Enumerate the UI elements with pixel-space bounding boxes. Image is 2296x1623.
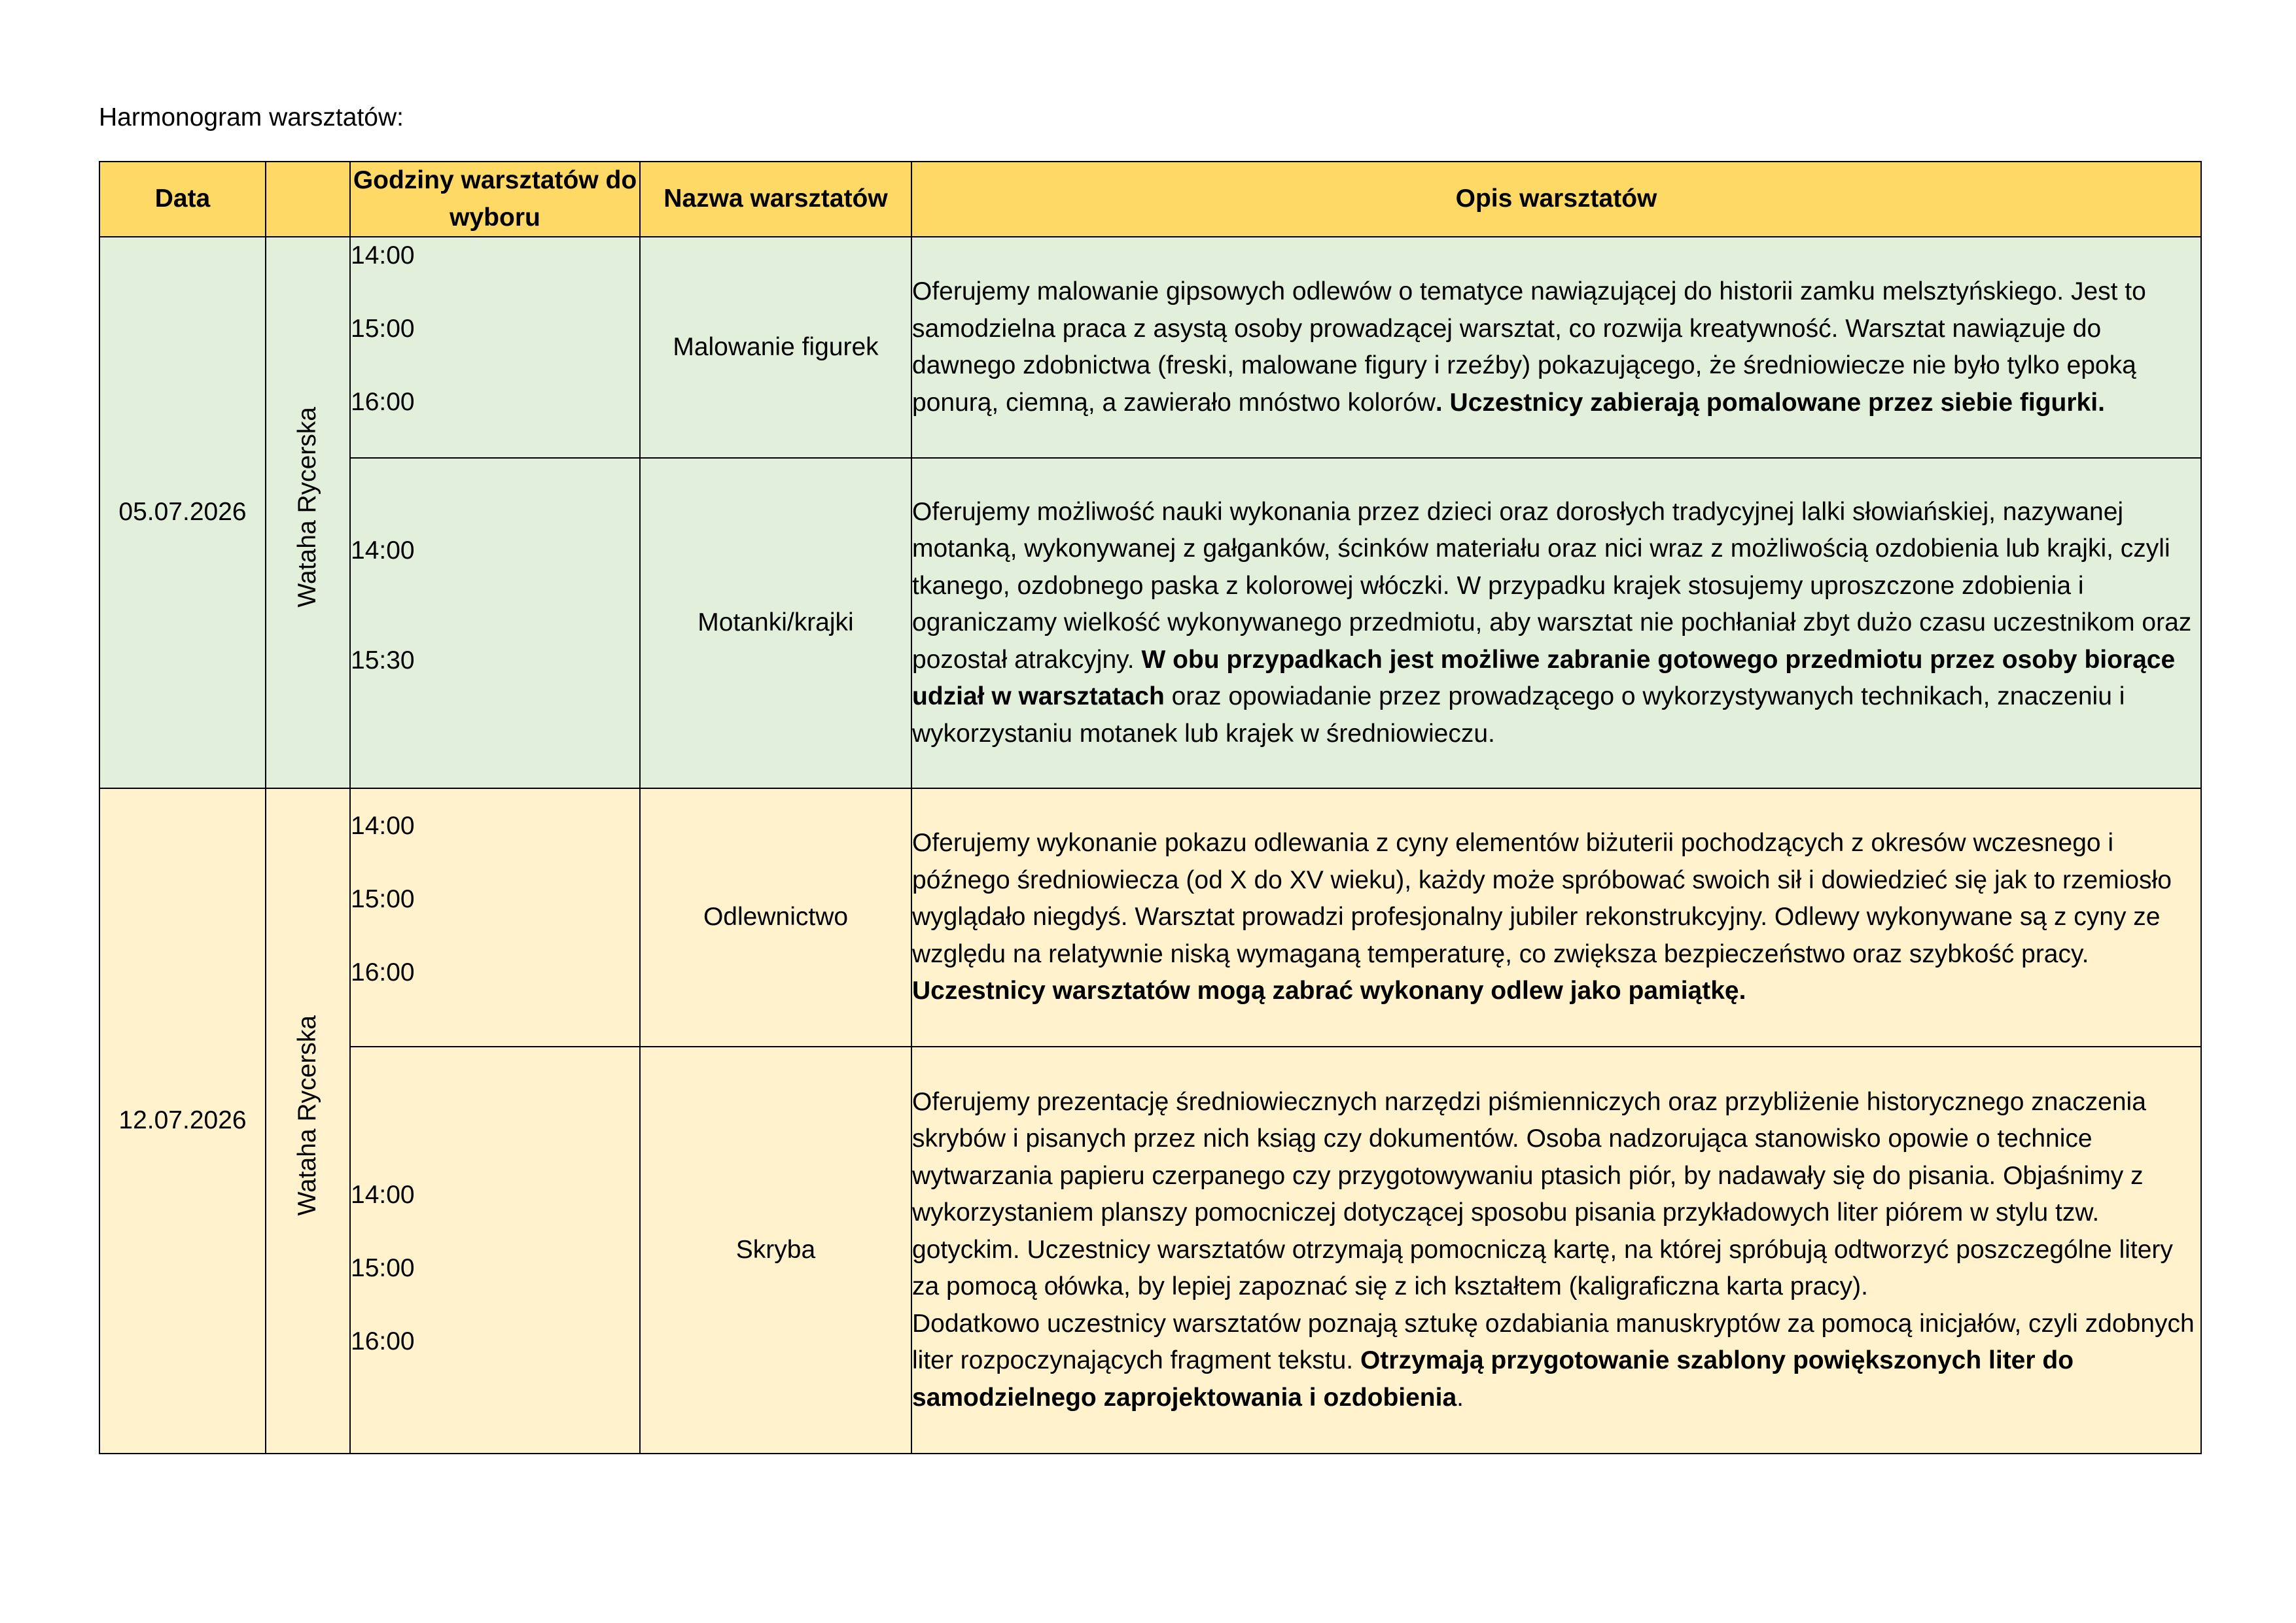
workshop-name-cell: Motanki/krajki [640,458,911,788]
header-date: Data [99,162,266,237]
time-slot: 16:00 [351,958,415,986]
description-text: Oferujemy prezentację średniowiecznych narzędzi piśmienniczych oraz przybliżenie historycznego znaczenia skrybów i pisanych przez nich ksiąg czy dokumentów. Osoba nadzorująca stanowisko opowie o technice wytwarzania papieru czerpanego czy przygotowywaniu ptasich piór, by nadawały się do pisania. Objaśnimy z wykorzystaniem planszy pomocniczej dotyczącej sposobu pisania przykładowych liter piórem w stylu tzw. gotyckim. Uczestnicy warsztatów otrzymają pomocniczą kartę, na której spróbują odtworzyć poszczególne litery za pomocą ołówka, by lepiej zapoznać się z ich kształtem (kaligraficzna karta pracy). Dodatkowo uczestnicy warsztatów poznają sztukę ozdabiania manuskryptów za pomocą inicjałów, czyli zdobnych liter rozpoczynających fragment tekstu. [912,1087,2195,1375]
description-text: . [1457,1383,1464,1412]
header-group [266,162,350,237]
times-cell [350,458,640,788]
time-slot: 14:00 [351,241,415,270]
description-text: Oferujemy malowanie gipsowych odlewów o tematyce nawiązującej do historii zamku melsztyńskiego. Jest to samodzielna praca z asystą osoby prowadzącej warsztat, co rozwija kreatywność. Warsztat nawiązuje do dawnego zdobnictwa (freski, malowane figury i rzeźby) pokazującego, że średniowiecze nie było tylko epoką ponurą, ciemną, a zawierało mnóstwo kolorów [912,277,2146,417]
group-label: Wataha Rycerska [293,407,322,608]
time-slot: 14:00 [351,536,415,565]
times-cell [350,237,640,458]
table-header-row [99,162,2201,237]
description-bold-text: Uczestnicy warsztatów mogą zabrać wykonany odlew jako pamiątkę. [912,977,1746,1005]
description-text: Oferujemy możliwość nauki wykonania przez dzieci oraz dorosłych tradycyjnej lalki słowiańskiej, nazywanej motanką, wykonywanej z gałganków, ścinków materiału oraz nici wraz z możliwością ozdobienia lub krajki, czyli tkanego, ozdobnego paska z kolorowej włóczki. W przypadku krajek stosujemy uproszczone zdobienia i ograniczamy wielkość wykonywanego przedmiotu, aby warsztat nie pochłaniał zbyt dużo czasu uczestnikom oraz pozostał atrakcyjny. [912,497,2192,674]
time-slot: 15:00 [351,315,415,343]
workshop-description-cell [911,1047,2201,1454]
time-slot: 15:00 [351,884,415,913]
description-text: Oferujemy wykonanie pokazu odlewania z cyny elementów biżuterii pochodzących z okresów wczesnego i późnego średniowiecza (od X do XV wieku), każdy może spróbować swoich sił i dowiedzieć się jak to rzemiosło wyglądało niegdyś. Warsztat prowadzi profesjonalny jubiler rekonstrukcyjny. Odlewy wykonywane są z cyny ze względu na relatywnie niską wymaganą temperaturę, co zwiększa bezpieczeństwo oraz szybkość pracy. [912,829,2172,968]
time-slot: 14:00 [351,811,415,840]
time-slot: 16:00 [351,1327,415,1355]
workshop-name-cell: Skryba [640,1047,911,1454]
workshop-description-cell [911,458,2201,788]
description-bold-text: . Uczestnicy zabierają pomalowane przez siebie figurki. [1435,388,2105,417]
workshop-description-cell [911,788,2201,1047]
group-label: Wataha Rycerska [293,1015,322,1216]
header-name: Nazwa warsztatów [640,162,911,237]
header-times: Godziny warsztatów do wyboru [350,162,640,237]
workshop-description-cell [911,237,2201,458]
workshop-name-cell: Malowanie figurek [640,237,911,458]
workshop-schedule-table [99,161,2202,1454]
description-bold-text: Otrzymają przygotowanie szablony powiększonych liter do samodzielnego zaprojektowania i ozdobienia [912,1346,2074,1412]
time-slot: 14:00 [351,1181,415,1209]
table-row [99,458,2201,788]
workshop-name-cell: Odlewnictwo [640,788,911,1047]
table-row [99,1047,2201,1454]
date-cell: 05.07.2026 [99,237,266,788]
document-title: Harmonogram warsztatów: [99,103,404,131]
table-row [99,788,2201,1047]
group-cell [266,788,350,1454]
table-body [99,237,2201,1454]
group-cell [266,237,350,788]
time-slot: 15:00 [351,1254,415,1282]
time-slot: 15:30 [351,646,415,674]
time-slot: 16:00 [351,388,415,416]
date-cell: 12.07.2026 [99,788,266,1454]
table-row [99,237,2201,458]
header-description: Opis warsztatów [911,162,2201,237]
description-bold-text: W obu przypadkach jest możliwe zabranie gotowego przedmiotu przez osoby biorące udział w warsztatach [912,645,2176,711]
times-cell [350,788,640,1047]
times-cell [350,1047,640,1454]
description-text: oraz opowiadanie przez prowadzącego o wykorzystywanych technikach, znaczeniu i wykorzystaniu motanek lub krajek w średniowieczu. [912,682,2125,748]
